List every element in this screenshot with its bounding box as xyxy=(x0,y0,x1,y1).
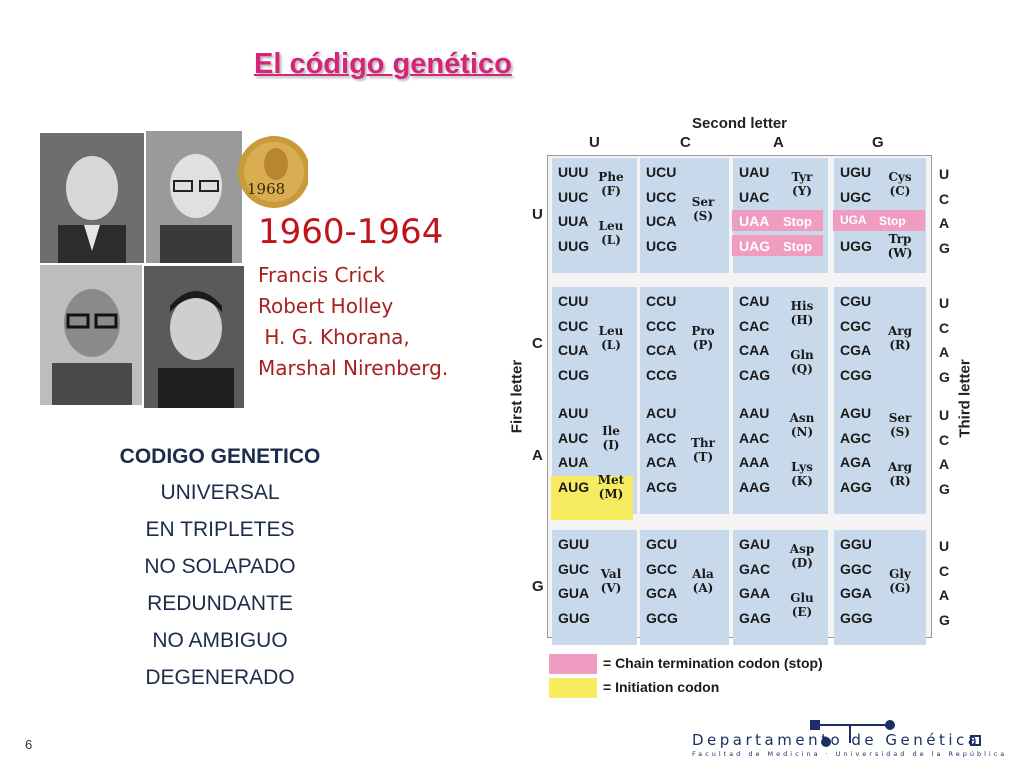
property-item: DEGENERADO xyxy=(145,666,295,689)
discovery-years: 1960-1964 xyxy=(258,212,444,252)
codon-label: AUA xyxy=(558,454,589,470)
codon-label: CGU xyxy=(840,293,872,309)
portrait-photo-holley xyxy=(146,131,242,263)
codon-label: CCU xyxy=(646,293,677,309)
third-letter: C xyxy=(939,562,950,579)
amino-acid-label: Ala (A) xyxy=(692,566,714,595)
first-letter: C xyxy=(532,335,543,352)
properties-heading: CODIGO GENETICO xyxy=(119,445,321,468)
amino-acid-label: Ser (S) xyxy=(691,194,715,223)
codon-label: AGC xyxy=(840,429,872,446)
third-letter: U xyxy=(939,407,950,423)
department-subtitle: Facultad de Medicina · Universidad de la República xyxy=(692,750,1008,758)
codon-label: GAU xyxy=(739,536,771,552)
codon-label: CCG xyxy=(646,366,678,383)
stop-label: Stop xyxy=(783,214,812,229)
codon-label: UGC xyxy=(840,188,872,205)
third-letter: U xyxy=(939,538,950,554)
codon-label: CAA xyxy=(739,342,770,358)
codon-label: AGU xyxy=(840,405,872,421)
codon-label: CGG xyxy=(840,366,872,383)
second-letter: U xyxy=(589,134,600,151)
third-letter: U xyxy=(939,166,950,182)
codon-label: GAC xyxy=(739,560,771,577)
first-letter-label: First letter xyxy=(508,359,526,434)
codon-label: CAC xyxy=(739,317,770,334)
codon-label: AAA xyxy=(739,454,770,470)
codon-label: GGG xyxy=(840,609,873,626)
codon-label: ACC xyxy=(646,429,677,446)
codon-label: AUC xyxy=(558,429,589,446)
codon-label: GCG xyxy=(646,609,678,626)
scientist-name: H. G. Khorana, xyxy=(258,325,410,349)
codon-label: UUG xyxy=(558,237,590,254)
codon-label: UCA xyxy=(646,213,677,229)
third-letter: C xyxy=(939,190,950,207)
first-letter: A xyxy=(532,447,543,464)
amino-acid-label: Asn (N) xyxy=(789,411,815,440)
codon-label: UUC xyxy=(558,188,589,205)
codon-label: CAG xyxy=(739,366,771,383)
second-letter-label: Second letter xyxy=(692,115,788,132)
codon-label: UAC xyxy=(739,188,770,205)
codon-label: UGA xyxy=(840,213,867,227)
third-letter: A xyxy=(939,344,950,360)
third-letter: G xyxy=(939,368,950,385)
legend-stop-label: = Chain termination codon (stop) xyxy=(603,655,823,671)
amino-acid-label: Cys (C) xyxy=(888,170,912,199)
codon-label: AGG xyxy=(840,478,872,495)
codon-label: GCA xyxy=(646,585,678,601)
codon-label: GCU xyxy=(646,536,678,552)
stop-label: Stop xyxy=(879,214,906,228)
amino-acid-label: Ser (S) xyxy=(888,411,912,440)
third-letter: C xyxy=(939,319,950,336)
portrait-photo-khorana xyxy=(40,265,142,405)
amino-acid-label: Met (M) xyxy=(597,472,625,501)
codon-label: ACU xyxy=(646,405,677,421)
amino-acid-label: Gly (G) xyxy=(889,566,911,595)
second-letter: G xyxy=(872,134,884,151)
first-letter: U xyxy=(532,206,543,223)
amino-acid-label: Glu (E) xyxy=(790,591,814,620)
second-letter: C xyxy=(680,134,691,151)
third-letter: A xyxy=(939,456,950,472)
codon-label: UAA xyxy=(739,213,770,229)
codon-label: CCC xyxy=(646,317,677,334)
third-letter: G xyxy=(939,611,950,628)
codon-label: CUC xyxy=(558,317,589,334)
codon-label: CUU xyxy=(558,293,589,309)
stop-label: Stop xyxy=(783,238,812,254)
legend-start-label: = Initiation codon xyxy=(603,679,720,695)
codon-label: GUA xyxy=(558,585,590,601)
department-name: Departamento de Genética xyxy=(692,731,981,749)
third-letter-label: Third letter xyxy=(956,359,974,438)
first-letter: G xyxy=(532,578,544,595)
amino-acid-label: Leu (L) xyxy=(598,219,624,248)
third-letter: A xyxy=(939,587,950,603)
amino-acid-label: Pro (P) xyxy=(691,323,715,352)
amino-acid-label: Thr (T) xyxy=(691,435,715,464)
second-letter: A xyxy=(773,134,784,151)
third-letter: G xyxy=(939,480,950,497)
codon-label: GUC xyxy=(558,560,590,577)
codon-label: UCG xyxy=(646,237,678,254)
third-letter: U xyxy=(939,295,950,311)
codon-label: GGA xyxy=(840,585,872,601)
codon-label: GAA xyxy=(739,585,771,601)
amino-acid-label: Leu (L) xyxy=(598,323,624,352)
codon-label: AUU xyxy=(558,405,589,421)
codon-label: CAU xyxy=(739,293,770,309)
codon-label: GUU xyxy=(558,536,590,552)
codon-label: AAU xyxy=(739,405,770,421)
property-item: REDUNDANTE xyxy=(147,592,293,615)
third-letter: C xyxy=(939,431,950,448)
codon-label: CUA xyxy=(558,342,589,358)
codon-label: CCA xyxy=(646,342,677,358)
property-item: EN TRIPLETES xyxy=(145,518,295,541)
property-item: NO AMBIGUO xyxy=(152,629,288,652)
codon-label: CUG xyxy=(558,366,590,383)
amino-acid-label: Ile (I) xyxy=(602,423,620,452)
legend-stop-swatch xyxy=(549,654,597,674)
codon-label: AUG xyxy=(558,478,590,495)
codon-label: GCC xyxy=(646,560,678,577)
amino-acid-label: Arg (R) xyxy=(887,323,913,352)
portrait-photo-nirenberg xyxy=(144,266,244,408)
codon-label: AGA xyxy=(840,454,872,470)
codon-label: GGC xyxy=(840,560,872,577)
nobel-medal-icon xyxy=(238,134,308,212)
codon-label: UUU xyxy=(558,164,589,180)
slide-title: El código genético xyxy=(254,48,512,80)
codon-label: GUG xyxy=(558,609,590,626)
codon-label: GGU xyxy=(840,536,872,552)
property-item: NO SOLAPADO xyxy=(144,555,296,578)
medal-year: 1968 xyxy=(247,180,286,198)
codon-label: CGC xyxy=(840,317,872,334)
legend-start-swatch xyxy=(549,678,597,698)
amino-acid-label: His (H) xyxy=(790,299,814,328)
page-number: 6 xyxy=(25,737,33,752)
codon-label: UAU xyxy=(739,164,770,180)
codon-label: GAG xyxy=(739,609,771,626)
amino-acid-label: Arg (R) xyxy=(887,460,913,489)
portrait-photo-crick xyxy=(40,133,144,263)
amino-acid-label: Lys (K) xyxy=(791,460,813,489)
codon-label: UAG xyxy=(739,237,771,254)
codon-label: CGA xyxy=(840,342,872,358)
amino-acid-label: Phe (F) xyxy=(598,170,624,199)
amino-acid-label: Val (V) xyxy=(600,566,622,595)
scientist-name: Francis Crick xyxy=(258,263,385,287)
property-item: UNIVERSAL xyxy=(160,481,280,504)
codon-label: ACA xyxy=(646,454,677,470)
scientist-names xyxy=(258,260,448,384)
genetic-code-properties xyxy=(80,440,360,696)
third-letter: A xyxy=(939,215,950,231)
third-letter: G xyxy=(939,239,950,256)
codon-label: UUA xyxy=(558,213,589,229)
codon-label: ACG xyxy=(646,478,678,495)
codon-label: AAC xyxy=(739,429,770,446)
codon-label: UGU xyxy=(840,164,872,180)
scientist-name: Marshal Nirenberg. xyxy=(258,356,449,380)
scientist-name: Robert Holley xyxy=(258,294,394,318)
amino-acid-label: Asp (D) xyxy=(789,542,815,571)
amino-acid-label: Trp (W) xyxy=(887,231,913,260)
codon-label: AAG xyxy=(739,478,771,495)
amino-acid-label: Tyr (Y) xyxy=(791,170,813,199)
codon-label: UCC xyxy=(646,188,677,205)
codon-label: UGG xyxy=(840,237,872,254)
codon-label: UCU xyxy=(646,164,677,180)
amino-acid-label: Gln (Q) xyxy=(790,348,814,377)
